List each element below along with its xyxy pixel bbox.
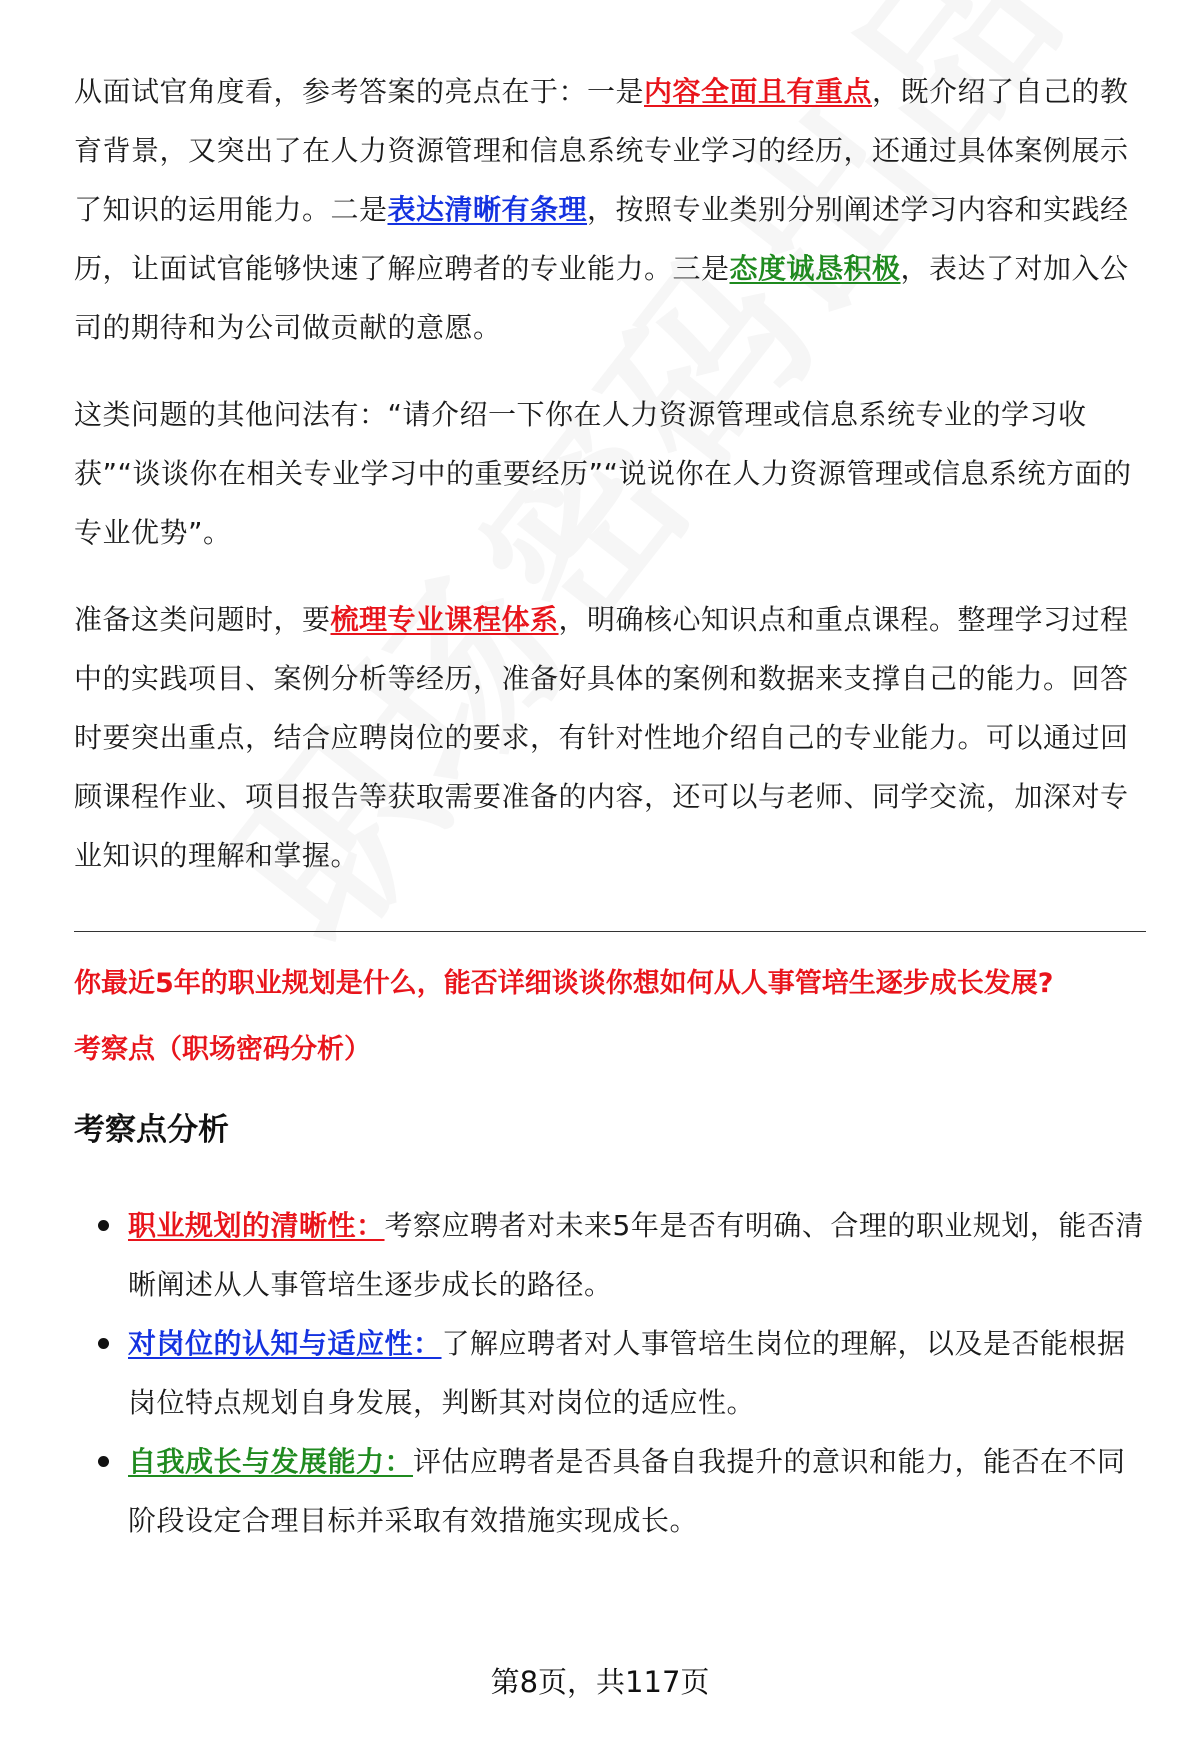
interview-question: 你最近5年的职业规划是什么，能否详细谈谈你想如何从人事管培生逐步成长发展? [74, 968, 1054, 999]
highlight-sincere-attitude: 态度诚恳积极 [729, 252, 901, 285]
assessment-list [74, 1196, 1144, 1550]
bullet-label: 自我成长与发展能力： [128, 1445, 414, 1478]
list-item [74, 1196, 1144, 1314]
bullet-icon [98, 1456, 109, 1467]
page-number: 第8页，共117页 [490, 1665, 710, 1699]
bullet-text: 考察应聘者对未来5年是否有明确、合理的职业规划，能否清晰阐述从人事管培生逐步成长的路径。 [128, 1209, 1144, 1301]
bullet-icon [98, 1220, 109, 1231]
text: 从面试官角度看，参考答案的亮点在于：一是 [74, 75, 645, 108]
highlight-clear-expression: 表达清晰有条理 [387, 193, 588, 226]
document-body [74, 62, 1144, 1550]
text: ，按照专业类别分别阐述学习内容和实践经历，让面试官能够快速了解应聘者的专业能力。三是 [74, 193, 1129, 285]
bullet-label: 对岗位的认知与适应性： [128, 1327, 442, 1360]
paragraph-interviewer-view [74, 62, 1144, 357]
section-title: 考察点分析 [74, 1112, 229, 1148]
bullet-text: 评估应聘者是否具备自我提升的意识和能力，能否在不同阶段设定合理目标并采取有效措施实现成长。 [128, 1445, 1126, 1537]
text: ，表达了对加入公司的期待和为公司做贡献的意愿。 [74, 252, 1129, 344]
bullet-text: 了解应聘者对人事管培生岗位的理解，以及是否能根据岗位特点规划自身发展，判断其对岗位的适应性。 [128, 1327, 1126, 1419]
highlight-course-system: 梳理专业课程体系 [330, 603, 559, 636]
paragraph-alternative-questions: 这类问题的其他问法有：“请介绍一下你在人力资源管理或信息系统专业的学习收获”“谈谈你在相关专业学习中的重要经历”“说说你在人力资源管理或信息系统方面的专业优势”。 [74, 398, 1132, 549]
bullet-icon [98, 1338, 109, 1349]
section-divider [74, 931, 1146, 932]
text: 准备这类问题时，要 [74, 603, 331, 636]
assessment-subheading: 考察点（职场密码分析） [74, 1034, 371, 1065]
highlight-comprehensive: 内容全面且有重点 [644, 75, 873, 108]
paragraph-preparation [74, 590, 1144, 885]
text: ，明确核心知识点和重点课程。整理学习过程中的实践项目、案例分析等经历，准备好具体的案例和数据来支撑自己的能力。回答时要突出重点，结合应聘岗位的要求，有针对性地介绍自己的专业能力。可以通过回顾课程作业、项目报告等获取需要准备的内容，还可以与老师、同学交流，加深对专业知识的理解和掌握。 [74, 603, 1129, 872]
list-item [74, 1314, 1144, 1432]
text: ，既介绍了自己的教育背景，又突出了在人力资源管理和信息系统专业学习的经历，还通过具体案例展示了知识的运用能力。二是 [74, 75, 1129, 226]
list-item [74, 1432, 1144, 1550]
bullet-label: 职业规划的清晰性： [128, 1209, 385, 1242]
